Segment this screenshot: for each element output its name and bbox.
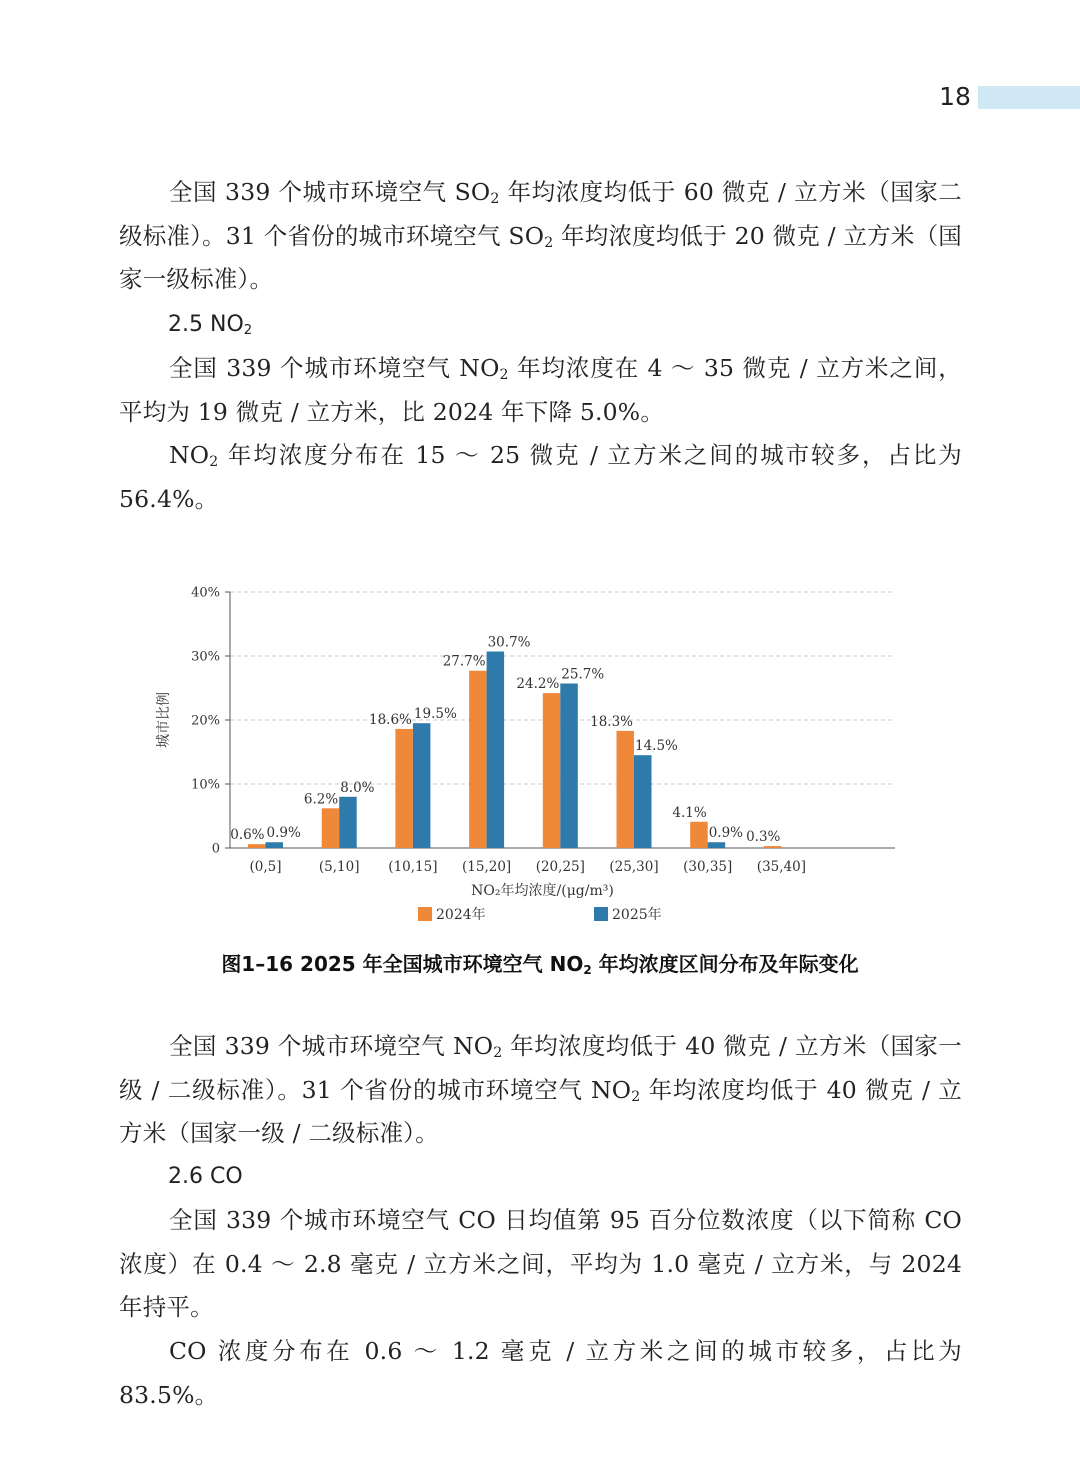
bar-2024 xyxy=(543,693,561,848)
bar-2024 xyxy=(248,844,266,848)
data-label: 6.2% xyxy=(303,791,339,808)
x-tick-label: (15,20] xyxy=(462,859,512,875)
data-label: 30.7% xyxy=(487,634,531,651)
paragraph-no2-range: 全国 339 个城市环境空气 $NO_2$ 年均浓度在 4 ～ 35 微克 / 立方米之间，平均为 19 微克 / 立方米，比 2024 年下降 5.0%。 xyxy=(119,354,962,426)
y-tick-label: 30% xyxy=(191,649,220,665)
y-tick-label: 0 xyxy=(211,841,220,857)
data-label: 0.6% xyxy=(230,827,265,844)
data-label: 19.5% xyxy=(413,706,457,723)
y-tick-label: 40% xyxy=(191,585,220,601)
x-tick-label: (0,5] xyxy=(249,859,282,875)
paragraph-co-distribution: CO 浓度分布在 0.6 ～ 1.2 毫克 / 立方米之间的城市较多，占比为 83.5%。 xyxy=(119,1337,962,1409)
no2-distribution-chart xyxy=(150,575,910,930)
bar-2025 xyxy=(560,684,578,848)
paragraph-no2-standard: 全国 339 个城市环境空气 $NO_2$ 年均浓度均低于 40 微克 / 立方米（国家一级 / 二级标准）。31 个省份的城市环境空气 $NO_2$ 年均浓度均低于 40 微克 / 立方米（国家一级 / 二级标准）。 xyxy=(119,1032,962,1147)
bar-2025 xyxy=(708,842,726,848)
y-axis-label: 城市比例 xyxy=(156,692,172,748)
page-header-band xyxy=(978,86,1080,109)
bar-2024 xyxy=(469,671,487,848)
bar-2024 xyxy=(764,846,782,848)
x-tick-label: (30,35] xyxy=(683,859,733,875)
section-heading-no2: 2.5 $NO_2$ xyxy=(168,312,253,338)
bar-2024 xyxy=(322,808,340,848)
x-tick-label: (25,30] xyxy=(609,859,659,875)
bar-2024 xyxy=(395,729,413,848)
x-tick-label: (10,15] xyxy=(388,859,438,875)
legend-label: 2025年 xyxy=(612,907,662,923)
x-tick-label: (20,25] xyxy=(535,859,585,875)
bar-2024 xyxy=(690,822,708,848)
data-label: 18.6% xyxy=(369,711,412,728)
x-tick-label: (35,40] xyxy=(756,859,806,875)
figure-caption: 图1–16 2025 年全国城市环境空气 $NO_2$ 年均浓度区间分布及年际变化 xyxy=(221,952,859,977)
data-label: 4.1% xyxy=(672,804,707,821)
data-label: 0.9% xyxy=(708,825,744,842)
x-tick-label: (5,10] xyxy=(318,859,360,875)
legend-swatch-2025 xyxy=(594,907,608,921)
data-label: 0.3% xyxy=(746,829,781,846)
data-label: 24.2% xyxy=(516,676,560,693)
paragraph-no2-distribution: $NO_2$ 年均浓度分布在 15 ～ 25 微克 / 立方米之间的城市较多，占比为 56.4%。 xyxy=(119,441,962,513)
bar-2025 xyxy=(634,755,652,848)
y-tick-label: 10% xyxy=(191,777,220,793)
bar-2024 xyxy=(617,731,635,848)
legend-swatch-2024 xyxy=(418,907,432,921)
bar-2025 xyxy=(413,723,431,848)
legend-label: 2024年 xyxy=(436,907,486,923)
section-heading-co: 2.6 CO xyxy=(168,1164,243,1189)
bar-2025 xyxy=(266,842,284,848)
page-number: 18 xyxy=(939,82,971,111)
bar-2025 xyxy=(487,652,505,848)
data-label: 8.0% xyxy=(340,779,375,796)
y-tick-label: 20% xyxy=(191,713,220,729)
x-axis-label: NO₂年均浓度/(μg/m³) xyxy=(471,883,614,899)
paragraph-co-range: 全国 339 个城市环境空气 CO 日均值第 95 百分位数浓度（以下简称 CO 浓度）在 0.4 ～ 2.8 毫克 / 立方米之间，平均为 1.0 毫克 / 立方米，与 2024 年持平。 xyxy=(119,1206,962,1321)
data-label: 27.7% xyxy=(442,653,486,670)
data-label: 25.7% xyxy=(561,666,605,683)
data-label: 18.3% xyxy=(590,713,633,730)
bar-2025 xyxy=(339,797,357,848)
data-label: 14.5% xyxy=(635,738,678,755)
paragraph-so2-standard: 全国 339 个城市环境空气 $SO_2$ 年均浓度均低于 60 微克 / 立方米（国家二级标准）。31 个省份的城市环境空气 $SO_2$ 年均浓度均低于 20 微克 / 立方米（国家一级标准）。 xyxy=(119,178,962,293)
data-label: 0.9% xyxy=(266,825,301,842)
